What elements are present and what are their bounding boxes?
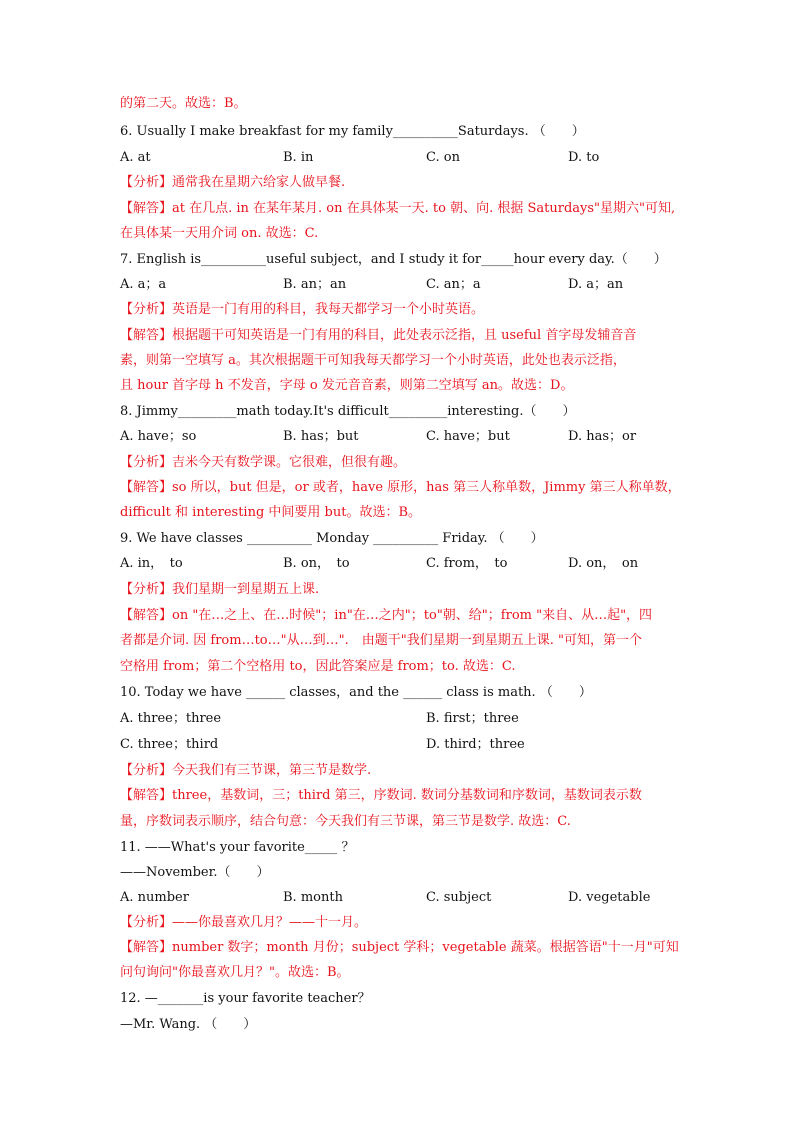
question-12-reply: —Mr. Wang. （ ） bbox=[120, 1017, 257, 1032]
q10-solution-line2: 量，序数词表示顺序，结合句意：今天我们有三节课，第三节是数学. 故选：C. bbox=[120, 814, 571, 829]
q6-option-d: D. to bbox=[568, 150, 600, 165]
q10-option-c: C. three；third bbox=[120, 737, 219, 752]
q10-option-b: B. first；three bbox=[426, 711, 519, 726]
q9-solution-line3: 空格用 from；第二个空格用 to，因此答案应是 from；to. 故选：C. bbox=[120, 659, 516, 674]
q11-analysis: 【分析】——你最喜欢几月？——十一月。 bbox=[120, 915, 368, 930]
q6-solution-line2: 在具体某一天用介词 on. 故选：C. bbox=[120, 226, 319, 241]
q7-option-d: D. a；an bbox=[568, 277, 624, 292]
q9-analysis: 【分析】我们星期一到星期五上课. bbox=[120, 582, 320, 597]
q10-option-a: A. three；three bbox=[120, 711, 222, 726]
q11-solution-line2: 问句询问"你最喜欢几月？"。故选：B。 bbox=[120, 965, 350, 980]
question-12: 12. —_______is your favorite teacher？ bbox=[120, 991, 371, 1006]
q7-solution-line1: 【解答】根据题干可知英语是一门有用的科目，此处表示泛指，且 useful 首字母发辅音音 bbox=[120, 328, 637, 343]
q7-option-c: C. an；a bbox=[426, 277, 481, 292]
q7-option-b: B. an；an bbox=[283, 277, 347, 292]
q8-option-a: A. have；so bbox=[120, 429, 197, 444]
q11-option-a: A. number bbox=[120, 890, 189, 905]
q8-solution-line1: 【解答】so 所以，but 但是，or 或者，have 原形，has 第三人称单数，Jimmy 第三人称单数， bbox=[120, 480, 681, 495]
q8-solution-line2: difficult 和 interesting 中间要用 but。故选：B。 bbox=[120, 505, 422, 520]
q8-option-c: C. have；but bbox=[426, 429, 510, 444]
q11-solution-line1: 【解答】number 数字；month 月份；subject 学科；vegetable 蔬菜。根据答语"十一月"可知 bbox=[120, 940, 679, 955]
question-6: 6. Usually I make breakfast for my family__________Saturdays. （ ） bbox=[120, 124, 585, 139]
q11-option-d: D. vegetable bbox=[568, 890, 651, 905]
q10-solution-line1: 【解答】three，基数词，三；third 第三，序数词. 数词分基数词和序数词，基数词表示数 bbox=[120, 788, 642, 803]
q6-option-c: C. on bbox=[426, 150, 460, 165]
q11-option-c: C. subject bbox=[426, 890, 492, 905]
q10-analysis: 【分析】今天我们有三节课，第三节是数学. bbox=[120, 763, 372, 778]
q9-option-d: D. on， on bbox=[568, 556, 639, 571]
q8-analysis: 【分析】吉米今天有数学课。它很难，但很有趣。 bbox=[120, 455, 407, 470]
q10-option-d: D. third；three bbox=[426, 737, 525, 752]
question-11: 11. ——What's your favorite_____ ？ bbox=[120, 840, 355, 855]
q8-option-d: D. has；or bbox=[568, 429, 637, 444]
q6-option-a: A. at bbox=[120, 150, 151, 165]
q7-solution-line2: 素，则第一空填写 a。其次根据题干可知我每天都学习一个小时英语，此处也表示泛指， bbox=[120, 353, 626, 368]
prev-answer-tail: 的第二天。故选：B。 bbox=[120, 96, 247, 111]
q6-option-b: B. in bbox=[283, 150, 314, 165]
q11-option-b: B. month bbox=[283, 890, 343, 905]
q7-option-a: A. a；a bbox=[120, 277, 167, 292]
q9-solution-line1: 【解答】on "在…之上、在…时候"；in"在…之内"；to"朝、给"；from "来自、从…起"，四 bbox=[120, 608, 653, 623]
q9-option-c: C. from， to bbox=[426, 556, 508, 571]
q9-solution-line2: 者都是介词. 因 from…to…"从…到…". 由题干"我们星期一到星期五上课. "可知，第一个 bbox=[120, 633, 642, 648]
q9-option-a: A. in， to bbox=[120, 556, 183, 571]
q6-analysis: 【分析】通常我在星期六给家人做早餐. bbox=[120, 175, 346, 190]
q8-option-b: B. has；but bbox=[283, 429, 359, 444]
q7-solution-line3: 且 hour 首字母 h 不发音，字母 o 发元音音素，则第二空填写 an。故选：D。 bbox=[120, 378, 574, 393]
question-7: 7. English is__________useful subject，and I study it for_____hour every day.（ ） bbox=[120, 252, 667, 267]
question-11-reply: ——November.（ ） bbox=[120, 865, 270, 880]
q7-analysis: 【分析】英语是一门有用的科目，我每天都学习一个小时英语。 bbox=[120, 302, 485, 317]
q9-option-b: B. on， to bbox=[283, 556, 350, 571]
question-10: 10. Today we have ______ classes，and the ______ class is math. （ ） bbox=[120, 685, 592, 700]
q6-solution-line1: 【解答】at 在几点. in 在某年某月. on 在具体某一天. to 朝、向. 根据 Saturdays"星期六"可知, bbox=[120, 201, 676, 216]
question-8: 8. Jimmy_________math today.It's difficult_________interesting.（ ） bbox=[120, 404, 576, 419]
question-9: 9. We have classes __________ Monday __________ Friday. （ ） bbox=[120, 531, 544, 546]
